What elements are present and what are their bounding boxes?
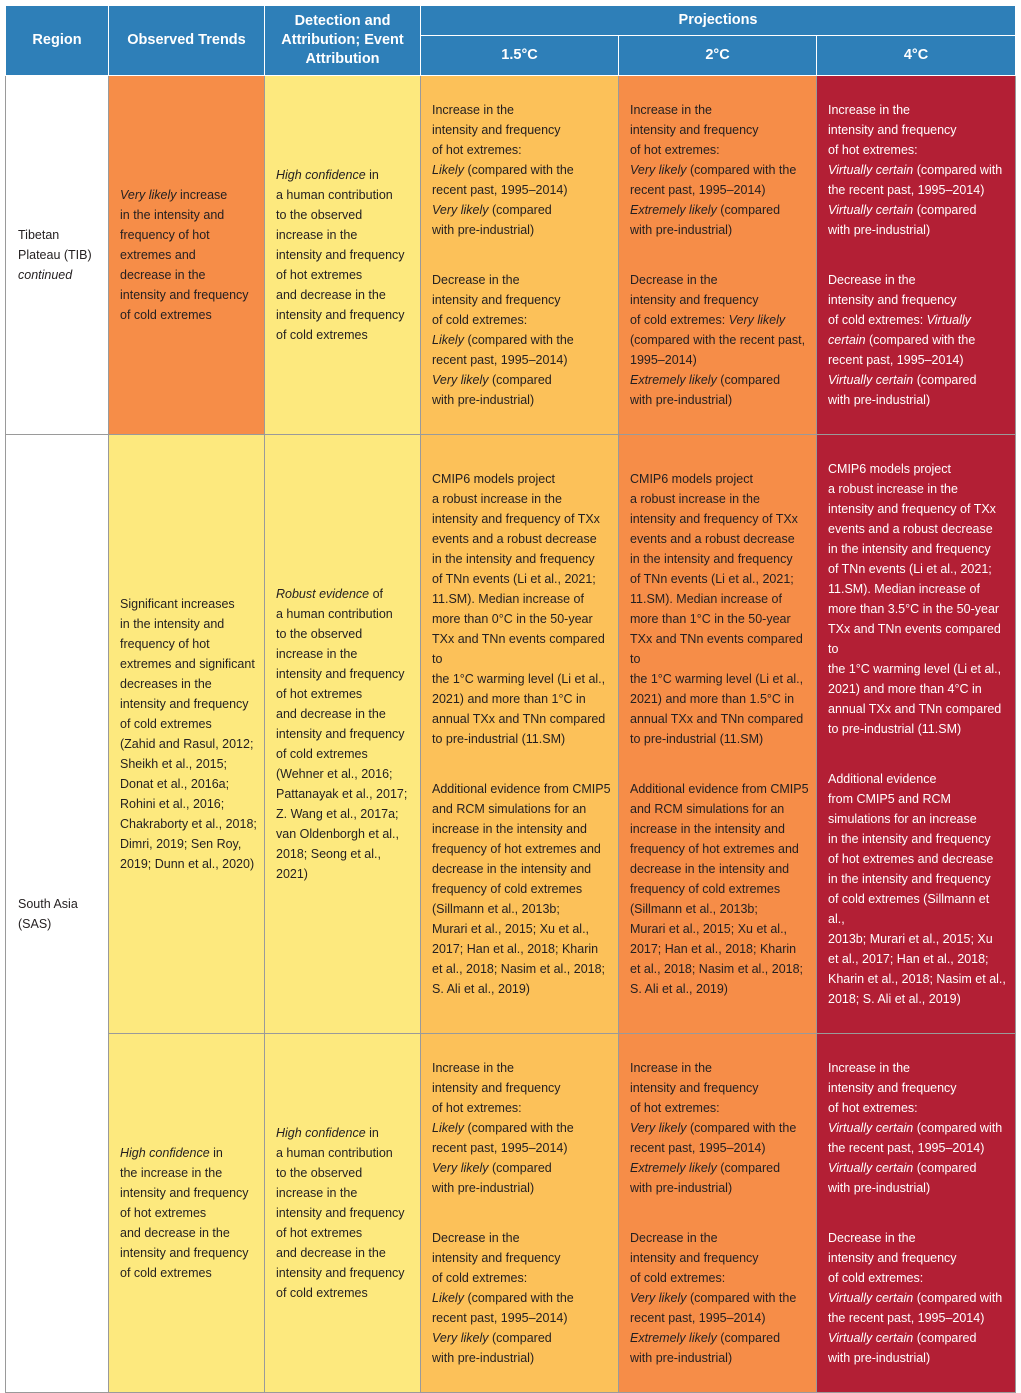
- confidence-term: High confidence: [120, 1146, 210, 1160]
- projection-1-5c-cell: [421, 76, 619, 435]
- observed-text: in the increase in the intensity and frequency of hot extremes and decrease in the intensity and frequency of cold extremes: [120, 1146, 249, 1280]
- additional-evidence-text: Additional evidence from CMIP5 and RCM simulations for an increase in the intensity and frequency of hot extremes and decrease in the intensity and frequency of cold extremes (Sillmann et al., 2013b; Murari et al., 2015; Xu et al., 2017; Han et al., 2018; Kharin et al., 2018; Nasim et al., 2018; S. Ali et al., 2019): [828, 772, 1006, 1006]
- likelihood-term: Virtually certain: [828, 1161, 914, 1175]
- cold-extremes-text: Decrease in the intensity and frequency of cold extremes:: [630, 273, 759, 327]
- likelihood-term: Virtually certain: [828, 163, 914, 177]
- projection-4c-cell: [817, 76, 1016, 435]
- header-2c: 2°C: [619, 36, 817, 76]
- comparison-text: (compared with pre-industrial): [432, 1161, 552, 1195]
- region-code: Plateau (TIB): [18, 248, 92, 262]
- detection-attribution-cell: [265, 1034, 421, 1393]
- comparison-text: (compared with pre-industrial): [828, 373, 977, 407]
- projection-1-5c-cell: [421, 435, 619, 1034]
- comparison-text: (compared with the recent past, 1995–2014): [630, 163, 797, 197]
- likelihood-term: Very likely: [120, 188, 177, 202]
- likelihood-term: Very likely: [728, 313, 786, 327]
- comparison-text: (compared with pre-industrial): [828, 1331, 977, 1365]
- projection-1-5c-cell: [421, 1034, 619, 1393]
- likelihood-term: Very likely: [432, 373, 489, 387]
- additional-evidence-text: Additional evidence from CMIP5 and RCM simulations for an increase in the intensity and frequency of hot extremes and decrease in the intensity and frequency of cold extremes (Sillmann et al., 2013b; Murari et al., 2015; Xu et al., 2017; Han et al., 2018; Kharin et al., 2018; Nasim et al., 2018; S. Ali et al., 2019): [630, 782, 809, 996]
- comparison-text: (compared with the recent past, 1995–2014): [432, 333, 574, 367]
- observed-trends-cell: [109, 76, 265, 435]
- comparison-text: (compared with pre-industrial): [630, 1331, 781, 1365]
- comparison-text: (compared with the recent past, 1995–2014): [828, 1291, 1003, 1325]
- table-row-south-asia-confidence: [6, 1034, 1016, 1393]
- cold-extremes-text: Decrease in the intensity and frequency of cold extremes:: [828, 273, 957, 327]
- comparison-text: (compared with pre-industrial): [630, 1161, 781, 1195]
- comparison-text: (compared with the recent past, 1995–2014): [432, 1121, 574, 1155]
- cold-extremes-text: Decrease in the intensity and frequency of cold extremes:: [630, 1231, 759, 1285]
- comparison-text: (compared with pre-industrial): [828, 1161, 977, 1195]
- likelihood-term: Likely: [432, 333, 464, 347]
- cold-extremes-text: Decrease in the intensity and frequency of cold extremes:: [432, 273, 561, 327]
- hot-extremes-text: Increase in the intensity and frequency of hot extremes:: [630, 1061, 759, 1115]
- detection-text: in a human contribution to the observed increase in the intensity and frequency of hot extremes and decrease in the intensity and frequency of cold extremes: [276, 1126, 405, 1300]
- header-4c: 4°C: [817, 36, 1016, 76]
- likelihood-term: Extremely likely: [630, 1331, 717, 1345]
- projection-4c-cell: [817, 435, 1016, 1034]
- region-code: (SAS): [18, 916, 52, 931]
- header-observed-trends: Observed Trends: [109, 6, 265, 76]
- cold-extremes-text: Decrease in the intensity and frequency of cold extremes:: [432, 1231, 561, 1285]
- header-projections: Projections: [421, 6, 1016, 36]
- likelihood-term: Virtually certain: [828, 373, 914, 387]
- table-row-tibetan-plateau: [6, 76, 1016, 435]
- comparison-text: (compared with the recent past, 1995–2014): [432, 163, 574, 197]
- cmip6-projection-text: CMIP6 models project a robust increase in the intensity and frequency of TXx events and a robust decrease in the intensity and frequency of TNn events (Li et al., 2021; 11.SM). Median increase of more than 0°C in the 50-year TXx and TNn events compared to the 1°C warming level (Li et al., 2021) and more than 1°C in annual TXx and TNn compared to pre-industrial (11.SM): [432, 472, 606, 746]
- regional-assessment-table: [5, 5, 1016, 1393]
- comparison-text: (compared with pre-industrial): [432, 203, 552, 237]
- region-cell-tib: [6, 76, 109, 435]
- hot-extremes-text: Increase in the intensity and frequency of hot extremes:: [630, 103, 759, 157]
- likelihood-term: Very likely: [432, 1161, 489, 1175]
- comparison-text: (compared with the recent past, 1995–2014): [432, 1291, 574, 1325]
- observed-trends-cell: [109, 1034, 265, 1393]
- likelihood-term: Likely: [432, 1291, 464, 1305]
- likelihood-term: Virtually certain: [828, 1291, 914, 1305]
- cmip6-projection-text: CMIP6 models project a robust increase in the intensity and frequency of TXx events and a robust decrease in the intensity and frequency of TNn events (Li et al., 2021; 11.SM). Median increase of more than 1°C in the 50-year TXx and TNn events compared to the 1°C warming level (Li et al., 2021) and more than 1.5°C in annual TXx and TNn compared to pre-industrial (11.SM): [630, 472, 804, 746]
- comparison-text: (compared with the recent past, 1995–2014): [828, 333, 976, 367]
- likelihood-term: Extremely likely: [630, 1161, 717, 1175]
- confidence-term: High confidence: [276, 168, 366, 182]
- likelihood-term: Extremely likely: [630, 373, 717, 387]
- comparison-text: (compared with the recent past, 1995–2014): [828, 163, 1003, 197]
- likelihood-term: Virtually certain: [828, 313, 971, 347]
- cold-extremes-text: Decrease in the intensity and frequency of cold extremes:: [828, 1231, 957, 1285]
- hot-extremes-text: Increase in the intensity and frequency of hot extremes:: [828, 1061, 957, 1115]
- region-continued: continued: [18, 268, 73, 282]
- likelihood-term: Very likely: [630, 1291, 687, 1305]
- likelihood-term: Very likely: [432, 1331, 489, 1345]
- region-name: Tibetan: [18, 228, 60, 242]
- comparison-text: (compared with pre-industrial): [432, 1331, 552, 1365]
- region-name: South Asia: [18, 896, 78, 911]
- comparison-text: (compared with pre-industrial): [828, 203, 977, 237]
- projection-2c-cell: [619, 1034, 817, 1393]
- likelihood-term: Very likely: [432, 203, 489, 217]
- confidence-term: High confidence: [276, 1126, 366, 1140]
- likelihood-term: Virtually certain: [828, 1331, 914, 1345]
- hot-extremes-text: Increase in the intensity and frequency of hot extremes:: [432, 103, 561, 157]
- comparison-text: (compared with the recent past, 1995–2014): [630, 1291, 797, 1325]
- hot-extremes-text: Increase in the intensity and frequency of hot extremes:: [828, 103, 957, 157]
- header-region: Region: [6, 6, 109, 76]
- comparison-text: (compared with pre-industrial): [630, 203, 781, 237]
- header-detection-attribution: Detection and Attribution; Event Attribution: [265, 6, 421, 76]
- likelihood-term: Likely: [432, 163, 464, 177]
- projection-2c-cell: [619, 435, 817, 1034]
- region-cell-sas: [6, 435, 109, 1393]
- detection-attribution-cell: [265, 435, 421, 1034]
- comparison-text: (compared with the recent past, 1995–2014): [630, 333, 806, 367]
- likelihood-term: Very likely: [630, 163, 687, 177]
- comparison-text: (compared with the recent past, 1995–2014): [630, 1121, 797, 1155]
- comparison-text: (compared with pre-industrial): [630, 373, 781, 407]
- hot-extremes-text: Increase in the intensity and frequency of hot extremes:: [432, 1061, 561, 1115]
- detection-attribution-cell: [265, 76, 421, 435]
- comparison-text: (compared with pre-industrial): [432, 373, 552, 407]
- observed-trends-cell: Significant increases in the intensity and frequency of hot extremes and significant decreases in the intensity and frequency of cold extremes (Zahid and Rasul, 2012; Sheikh et al., 2015; Donat et al., 2016a; Rohini et al., 2016; Chakraborty et al., 2018; Dimri, 2019; Sen Roy, 2019; Dunn et al., 2020): [109, 435, 265, 1034]
- projection-4c-cell: [817, 1034, 1016, 1393]
- evidence-term: Robust evidence: [276, 587, 370, 601]
- header-1-5c: 1.5°C: [421, 36, 619, 76]
- cmip6-projection-text: CMIP6 models project a robust increase in the intensity and frequency of TXx events and a robust decrease in the intensity and frequency of TNn events (Li et al., 2021; 11.SM). Median increase of more than 3.5°C in the 50-year TXx and TNn events compared to the 1°C warming level (Li et al., 2021) and more than 4°C in annual TXx and TNn compared to pre-industrial (11.SM): [828, 462, 1002, 736]
- detection-text: in a human contribution to the observed increase in the intensity and frequency of hot extremes and decrease in the intensity and frequency of cold extremes: [276, 168, 405, 342]
- detection-text: of a human contribution to the observed increase in the intensity and frequency of hot extremes and decrease in the intensity and frequency of cold extremes (Wehner et al., 2016; Pattanayak et al., 2017; Z. Wang et al., 2017a; van Oldenborgh et al., 2018; Seong et al., 2021): [276, 587, 408, 881]
- projection-2c-cell: [619, 76, 817, 435]
- likelihood-term: Extremely likely: [630, 203, 717, 217]
- likelihood-term: Very likely: [630, 1121, 687, 1135]
- likelihood-term: Virtually certain: [828, 1121, 914, 1135]
- comparison-text: (compared with the recent past, 1995–2014): [828, 1121, 1003, 1155]
- table-row-south-asia-models: [6, 435, 1016, 1034]
- likelihood-term: Likely: [432, 1121, 464, 1135]
- likelihood-term: Virtually certain: [828, 203, 914, 217]
- observed-text: increase in the intensity and frequency of hot extremes and decrease in the intensity and frequency of cold extremes: [120, 188, 249, 322]
- additional-evidence-text: Additional evidence from CMIP5 and RCM simulations for an increase in the intensity and frequency of hot extremes and decrease in the intensity and frequency of cold extremes (Sillmann et al., 2013b; Murari et al., 2015; Xu et al., 2017; Han et al., 2018; Kharin et al., 2018; Nasim et al., 2018; S. Ali et al., 2019): [432, 782, 611, 996]
